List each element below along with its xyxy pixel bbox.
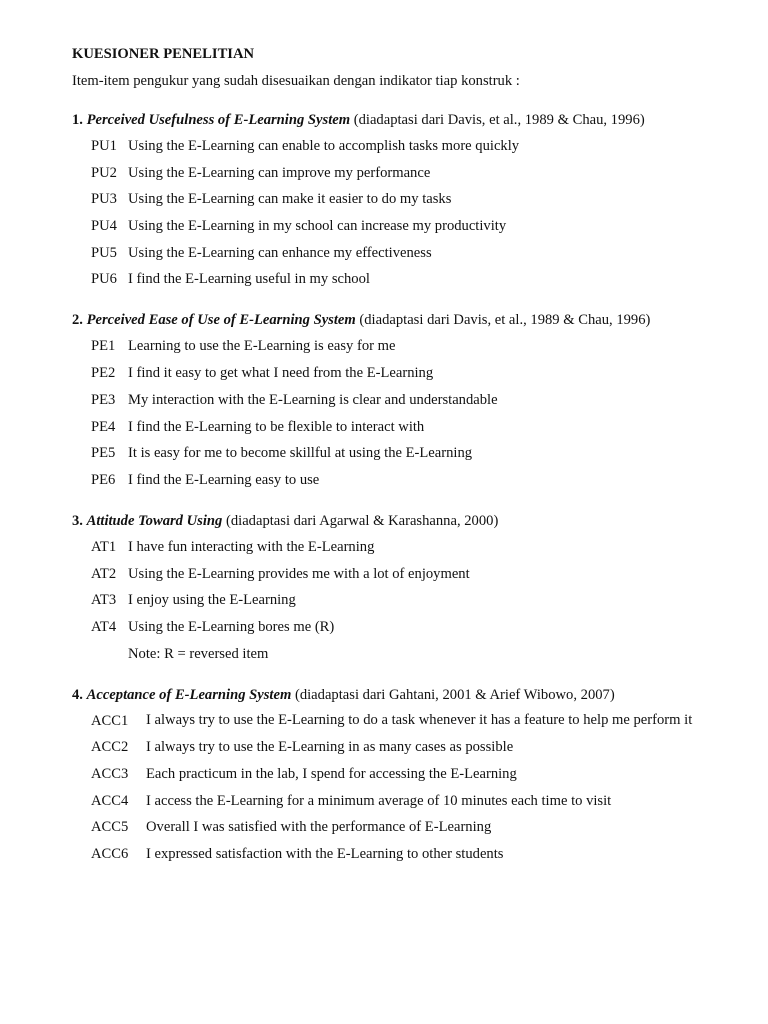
item-text: Using the E-Learning bores me (R) — [128, 618, 335, 635]
item-text: I find the E-Learning to be flexible to interact with — [128, 418, 425, 435]
item-code: PE6 — [91, 471, 116, 488]
questionnaire-item — [72, 791, 696, 811]
item-code: ACC6 — [91, 846, 129, 863]
questionnaire-item — [72, 136, 696, 156]
questionnaire-item — [72, 216, 696, 236]
questionnaire-item — [72, 269, 696, 289]
item-code: PU3 — [91, 191, 117, 208]
questionnaire-item — [72, 163, 696, 183]
questionnaire-item — [72, 590, 696, 610]
section-heading — [72, 685, 696, 705]
questionnaire-item — [72, 390, 696, 410]
item-code: ACC1 — [91, 712, 129, 729]
questionnaire-item — [72, 617, 696, 637]
item-text: I access the E-Learning for a minimum average of 10 minutes each time to visit — [146, 792, 612, 809]
item-code: PU5 — [91, 244, 117, 261]
questionnaire-item — [72, 764, 696, 784]
item-code: AT1 — [91, 538, 117, 555]
construct-name: Attitude Toward Using — [86, 512, 223, 529]
construct-name: Perceived Ease of Use of E-Learning System — [86, 312, 356, 329]
questionnaire-item — [72, 189, 696, 209]
document-page — [72, 44, 696, 885]
questionnaire-item — [72, 363, 696, 383]
questionnaire-item — [72, 737, 696, 757]
section-attitude-toward-using — [72, 511, 696, 664]
item-text: Using the E-Learning can make it easier to do my tasks — [128, 191, 452, 208]
questionnaire-item — [72, 336, 696, 356]
item-text: Learning to use the E-Learning is easy for me — [128, 338, 396, 355]
document-intro: Item-item pengukur yang sudah disesuaikan dengan indikator tiap konstruk : — [72, 73, 520, 89]
construct-name: Perceived Usefulness of E-Learning System — [86, 112, 351, 128]
item-text: Each practicum in the lab, I spend for accessing the E-Learning — [146, 766, 517, 783]
construct-source: (diadaptasi dari Gahtani, 2001 & Arief Wibowo, 2007) — [294, 686, 615, 703]
item-code: ACC5 — [91, 819, 129, 836]
item-text: My interaction with the E-Learning is clear and understandable — [128, 391, 498, 408]
item-code: ACC4 — [91, 792, 129, 809]
item-code: AT2 — [91, 565, 117, 582]
document-title: KUESIONER PENELITIAN — [72, 46, 255, 62]
item-code: AT3 — [91, 592, 117, 609]
item-text: Using the E-Learning provides me with a lot of enjoyment — [128, 565, 470, 582]
questionnaire-item — [72, 417, 696, 437]
item-text: It is easy for me to become skillful at using the E-Learning — [128, 445, 473, 462]
section-number: 1. — [72, 112, 83, 128]
questionnaire-item — [72, 243, 696, 263]
item-code: ACC2 — [91, 739, 129, 756]
section-number: 4. — [72, 686, 83, 703]
questionnaire-item — [72, 564, 696, 584]
questionnaire-item — [72, 537, 696, 557]
questionnaire-item — [72, 817, 696, 837]
item-code: PU4 — [91, 218, 117, 235]
item-text: Using the E-Learning can enable to accomplish tasks more quickly — [128, 138, 520, 154]
item-text: I find the E-Learning useful in my school — [128, 271, 370, 288]
questionnaire-item — [72, 443, 696, 463]
item-text: I enjoy using the E-Learning — [128, 592, 296, 609]
section-heading — [72, 110, 696, 130]
item-code: PE2 — [91, 365, 116, 382]
item-text: Using the E-Learning can improve my performance — [128, 164, 431, 181]
construct-name: Acceptance of E-Learning System — [86, 686, 292, 703]
item-code: AT4 — [91, 618, 117, 635]
questionnaire-item — [72, 844, 696, 864]
construct-source: (diadaptasi dari Davis, et al., 1989 & Chau, 1996) — [359, 312, 651, 329]
construct-source: (diadaptasi dari Agarwal & Karashanna, 2000) — [225, 512, 499, 529]
section-acceptance — [72, 685, 696, 864]
construct-source: (diadaptasi dari Davis, et al., 1989 & Chau, 1996) — [353, 112, 645, 128]
item-code: PU1 — [91, 138, 117, 154]
item-text: I always try to use the E-Learning to do a task whenever it has a feature to help me perform it — [146, 712, 693, 729]
questionnaire-item — [72, 470, 696, 490]
item-text: I have fun interacting with the E-Learning — [128, 538, 375, 555]
questionnaire-item — [72, 711, 696, 731]
section-heading — [72, 511, 696, 531]
item-code: ACC3 — [91, 766, 129, 783]
item-code: PE1 — [91, 338, 116, 355]
item-text: I always try to use the E-Learning in as many cases as possible — [146, 739, 514, 756]
item-text: I expressed satisfaction with the E-Learning to other students — [146, 846, 504, 863]
item-code: PU2 — [91, 164, 117, 181]
item-text: Using the E-Learning can enhance my effectiveness — [128, 244, 432, 261]
section-number: 2. — [72, 312, 83, 329]
item-code: PE3 — [91, 391, 116, 408]
item-text: Using the E-Learning in my school can increase my productivity — [128, 218, 507, 235]
reversed-item-note: Note: R = reversed item — [128, 645, 269, 662]
item-text: I find it easy to get what I need from the E-Learning — [128, 365, 434, 382]
item-code: PE5 — [91, 445, 116, 462]
section-number: 3. — [72, 512, 83, 529]
section-perceived-ease-of-use — [72, 310, 696, 489]
section-heading — [72, 310, 696, 330]
item-code: PE4 — [91, 418, 116, 435]
item-code: PU6 — [91, 271, 117, 288]
item-text: I find the E-Learning easy to use — [128, 471, 320, 488]
section-perceived-usefulness — [72, 110, 696, 289]
item-text: Overall I was satisfied with the performance of E-Learning — [146, 819, 492, 836]
